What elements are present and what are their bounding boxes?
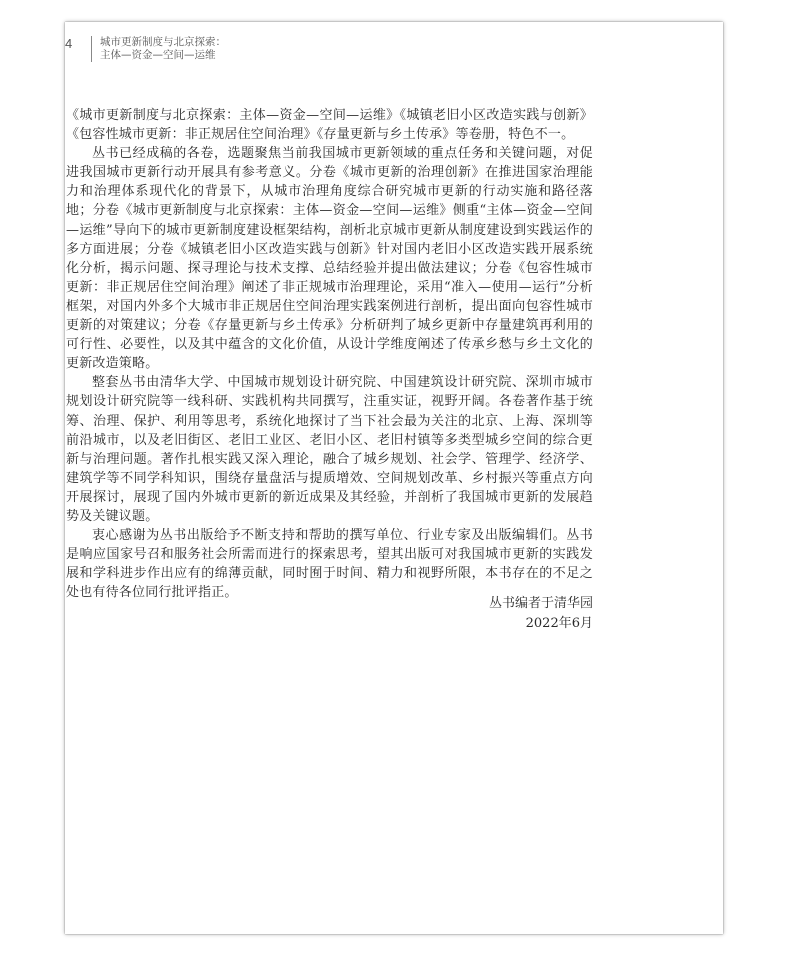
paragraph: 整套丛书由清华大学、中国城市规划设计研究院、中国建筑设计研究院、深圳市城市规划设计研究院等一线科研、实践机构共同撰写，注重实证，视野开阔。各卷著作基于统筹、治理、保护、利用等思考，系统化地探讨了当下社会最为关注的北京、上海、深圳等前沿城市，以及老旧街区、老旧工业区、老旧小区、老旧村镇等多类型城乡空间的综合更新与治理问题。著作扎根实践又深入理论，融合了城乡规划、社会学、管理学、经济学、建筑学等不同学科知识，围绕存量盘活与提质增效、空间规划改革、乡村振兴等重点方向开展探讨，展现了国内外城市更新的新近成果及其经验，并剖析了我国城市更新的发展趋势及关键议题。 — [66, 375, 593, 524]
running-header — [65, 36, 226, 62]
body-text — [66, 106, 593, 602]
paragraph: 丛书已经成稿的各卷，选题聚焦当前我国城市更新领域的重点任务和关键问题，对促进我国城市更新行动开展具有参考意义。分卷《城市更新的治理创新》在推进国家治理能力和治理体系现代化的背景下，从城市治理角度综合研究城市更新的行动实施和路径落地；分卷《城市更新制度与北京探索：主体—资金—空间—运维》侧重“主体—资金—空间—运维”导向下的城市更新制度建设框架结构，剖析北京城市更新从制度建设到实践运作的多方面进展；分卷《城镇老旧小区改造实践与创新》针对国内老旧小区改造实践开展系统化分析，揭示问题、探寻理论与技术支撑、总结经验并提出做法建议；分卷《包容性城市更新：非正规居住空间治理》阐述了非正规城市治理理论，采用“准入—使用—运行”分析框架，对国内外多个大城市非正规居住空间治理实践案例进行剖析，提出面向包容性城市更新的对策建议；分卷《存量更新与乡土传承》分析研判了城乡更新中存量建筑再利用的可行性、必要性，以及其中蕴含的文化价值，从设计学维度阐述了传承乡愁与乡土文化的更新改造策略。 — [66, 146, 593, 372]
header-divider — [91, 36, 92, 62]
header-title-line1: 城市更新制度与北京探索： — [100, 36, 226, 48]
signature-block — [489, 594, 593, 633]
paragraph: 衷心感谢为丛书出版给予不断支持和帮助的撰写单位、行业专家及出版编辑们。丛书是响应国家号召和服务社会所需而进行的探索思考，望其出版可对我国城市更新的实践发展和学科进步作出应有的绵薄贡献，同时囿于时间、精力和视野所限，本书存在的不足之处也有待各位同行批评指正。 — [66, 528, 593, 601]
paragraph-continued: 《城市更新制度与北京探索：主体—资金—空间—运维》《城镇老旧小区改造实践与创新》《包容性城市更新：非正规居住空间治理》《存量更新与乡土传承》等卷册，特色不一。 — [66, 108, 593, 143]
header-title-line2: 主体—资金—空间—运维 — [100, 49, 216, 61]
header-titles — [100, 36, 226, 62]
signature-author: 丛书编者于清华园 — [488, 596, 593, 611]
page-number: 4 — [65, 36, 73, 51]
signature-date: 2022年6月 — [525, 615, 593, 631]
